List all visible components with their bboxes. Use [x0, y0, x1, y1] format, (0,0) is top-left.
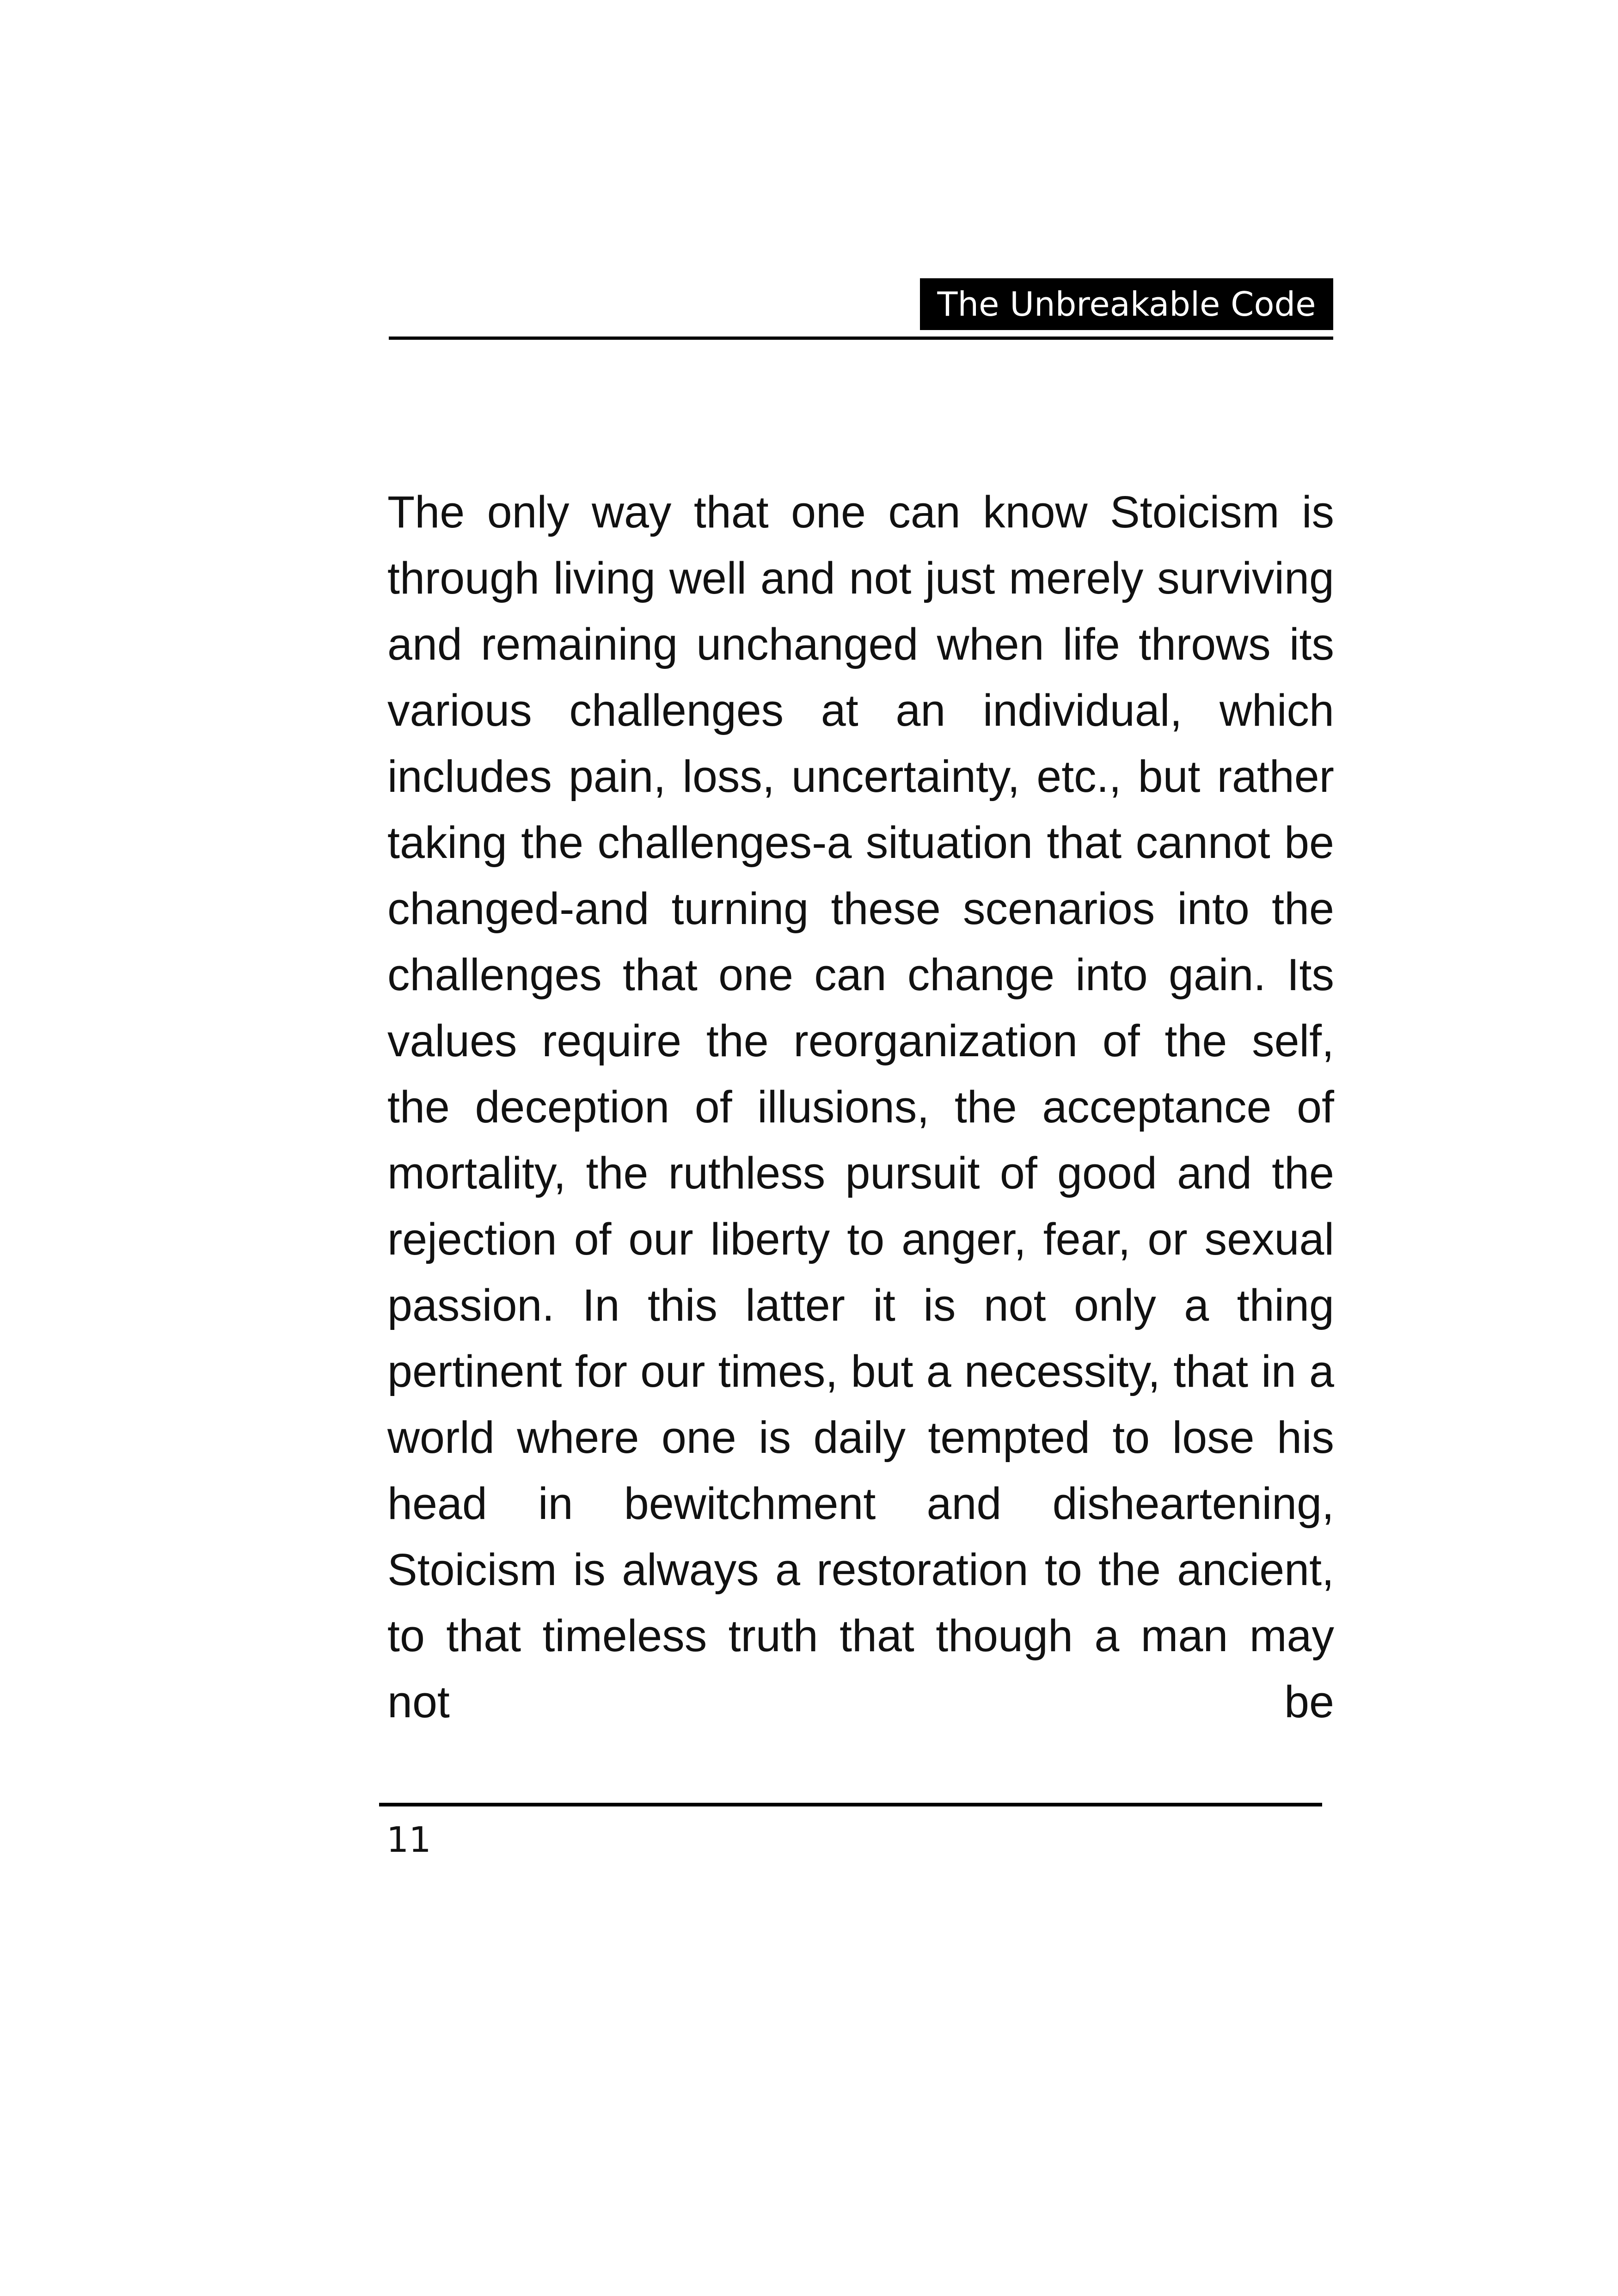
- running-header-title: The Unbreakable Code: [920, 278, 1333, 330]
- page-number: 11: [386, 1819, 431, 1860]
- header-rule: [389, 337, 1333, 340]
- body-paragraph: The only way that one can know Stoicism is through living well and not just merely surviving and remaining unchanged when life throws its various challenges at an individual, which includes pain, loss, uncertainty, etc., but rather taking the challenges-a situation that cannot be changed-and turning these scenarios into the challenges that one can change into gain. Its values require the reorganization of the self, the deception of illusions, the acceptance of mortality, the ruthless pursuit of good and the rejection of our liberty to anger, fear, or sexual passion. In this latter it is not only a thing pertinent for our times, but a necessity, that in a world where one is daily tempted to lose his head in bewitchment and disheartening, Stoicism is always a restoration to the ancient, to that timeless truth that though a man may not be: [387, 487, 1334, 1727]
- footer-rule: [379, 1803, 1322, 1806]
